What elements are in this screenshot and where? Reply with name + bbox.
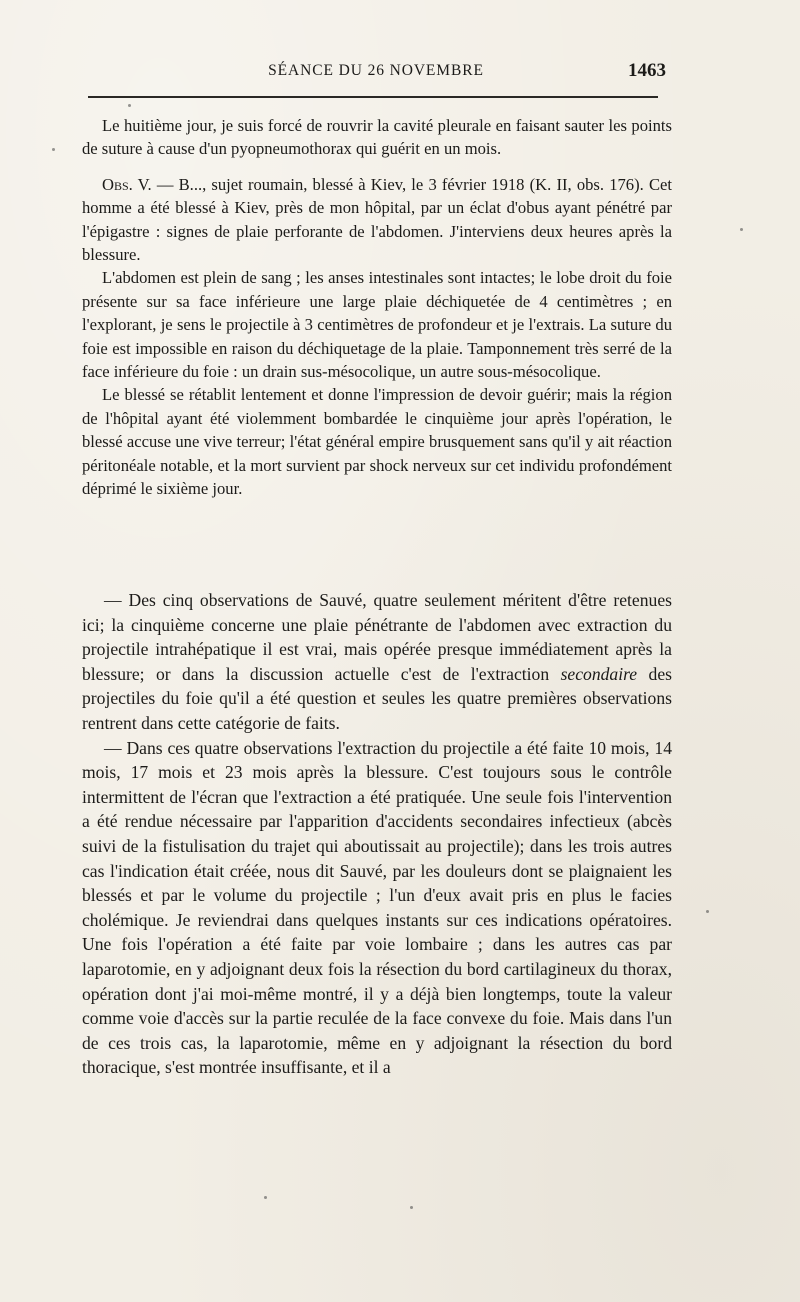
paragraph-text: Le huitième jour, je suis forcé de rouvrir la cavité pleurale en faisant sauter les points de suture à cause d'un pyopneumothorax qui guérit en un mois.	[82, 116, 672, 159]
case-report-block	[82, 114, 672, 501]
print-speck	[264, 1196, 267, 1199]
paragraph-outcome	[82, 383, 672, 500]
print-speck	[740, 228, 743, 231]
paragraph-sauve-observations	[82, 588, 672, 736]
paragraph-text: L'abdomen est plein de sang ; les anses intestinales sont intactes; le lobe droit du foie présente sur sa face inférieure une large plaie déchiquetée de 4 centimètres ; en l'explorant, je sens le projectile à 3 centimètres de profondeur et je l'extrais. La suture du foie est impossible en raison du déchiquetage de la plaie. Tamponnement très serré de la face inférieure du foie : un drain sus-mésocolique, un autre sous-mésocolique.	[82, 268, 672, 382]
print-speck	[706, 910, 709, 913]
discussion-block	[82, 588, 672, 1080]
print-speck	[52, 148, 55, 151]
page-number: 1463	[628, 60, 666, 81]
print-speck	[410, 1206, 413, 1209]
emphasis-secondaire: secondaire	[560, 663, 638, 684]
observation-label: Obs. V.	[102, 174, 152, 194]
paragraph-extraction-timing	[82, 736, 672, 1080]
paragraph-pyopneumothorax	[82, 114, 672, 161]
observation-text: — B..., sujet roumain, blessé à Kiev, le 3 février 1918 (K. II, obs. 176). Cet homme a été blessé à Kiev, près de mon hôpital, par un éclat d'obus ayant pénétré par l'épigastre : signes de plaie perforante de l'abdomen. J'interviens deux heures après la blessure.	[82, 174, 672, 265]
running-head	[82, 58, 670, 86]
print-speck	[128, 104, 131, 107]
paragraph-abdomen	[82, 266, 672, 383]
running-title: SÉANCE DU 26 NOVEMBRE	[268, 62, 484, 79]
paragraph-text-end: des projectiles du foie qu'il a été question et seules les quatre premières observations rentrent dans cette catégorie de faits.	[82, 663, 672, 733]
header-rule	[88, 96, 658, 98]
paragraph-text: — Dans ces quatre observations l'extraction du projectile a été faite 10 mois, 14 mois, 17 mois et 23 mois après la blessure. C'est toujours sous le contrôle intermittent de l'écran que l'extraction a été pratiquée. Une seule fois l'intervention a été rendue nécessaire par l'apparition d'accidents secondaires infectieux (abcès suivi de la fistulisation du trajet qui aboutissait au projectile); dans les trois autres cas l'indication était créée, nous dit Sauvé, par les douleurs dont se plaignaient les blessés et par le volume du projectile ; l'un d'eux avait pris en plus le facies cholémique. Je reviendrai dans quelques instants sur ces indications opératoires. Une fois l'opération a été faite par voie lombaire ; dans les autres cas par laparotomie, en y adjoignant deux fois la résection du bord cartilagineux du thorax, opération dont j'ai moi-même montré, il y a déjà bien longtemps, toute la valeur comme voie d'accès sur la partie reculée de la face convexe du foie. Mais dans l'un de ces trois cas, la laparotomie, même en y adjoignant la résection du bord thoracique, s'est montrée insuffisante, et il a	[82, 737, 672, 1078]
paragraph-text: Le blessé se rétablit lentement et donne l'impression de devoir guérir; mais la région de l'hôpital ayant été violemment bombardée le cinquième jour après l'opération, le blessé accuse une vive terreur; l'état général empire brusquement sans qu'il y ait réaction péritonéale notable, et la mort survient par shock nerveux sur cet individu profondément déprimé le sixième jour.	[82, 385, 672, 499]
paragraph-text-start: — Des cinq observations de Sauvé, quatre seulement méritent d'être retenues ici; la cinquième concerne une plaie pénétrante de l'abdomen avec extraction du projectile intrahépatique il est vrai, mais opérée presque immédiatement après la blessure; or dans la discussion actuelle c'est de l'extraction	[82, 590, 672, 684]
observation-v-heading-paragraph	[82, 173, 672, 267]
